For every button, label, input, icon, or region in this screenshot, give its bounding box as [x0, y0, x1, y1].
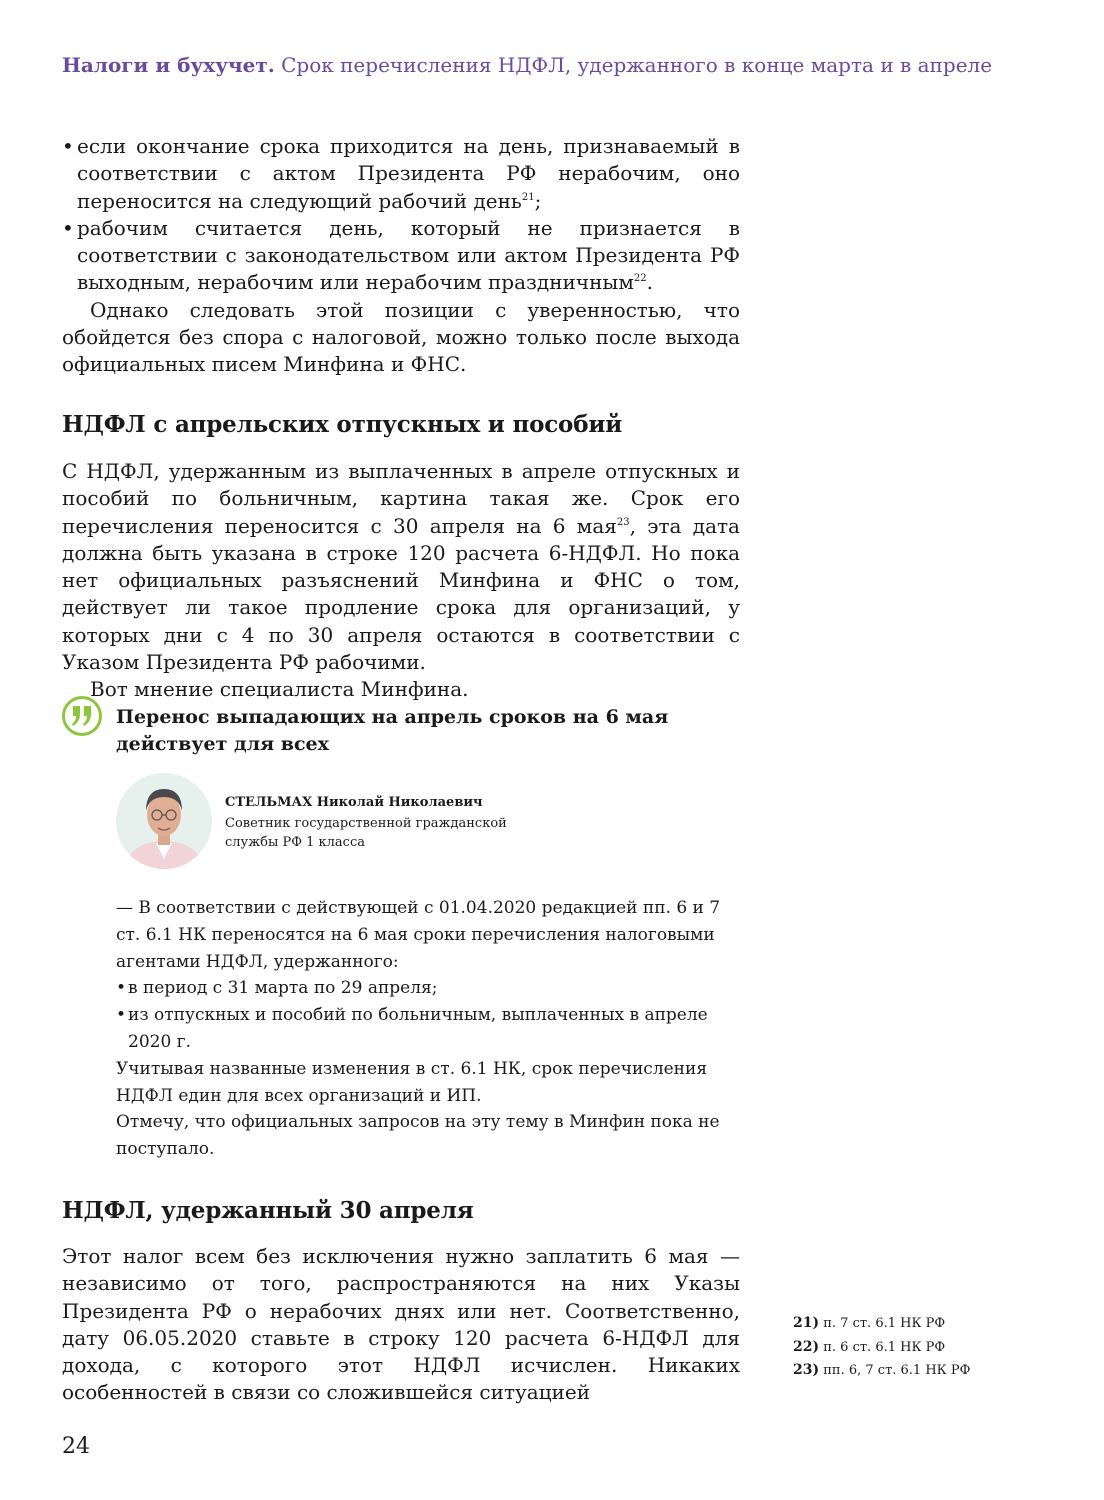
footnotes	[793, 1312, 970, 1383]
section1-body	[62, 458, 740, 704]
quote-bullet-1: • в период с 31 марта по 29 апреля;	[116, 978, 438, 999]
quote-conclusion: Учитывая названные изменения в ст. 6.1 НК, срок перечисления НДФЛ един для всех организаций и ИП.	[116, 1058, 708, 1106]
header-section: Налоги и бухучет.	[62, 53, 275, 77]
section1-heading: НДФЛ с апрельских отпускных и пособий	[62, 411, 623, 438]
quote-title: Перенос выпадающих на апрель сроков на 6 мая действует для всех	[116, 706, 669, 755]
header-title: Срок перечисления НДФЛ, удержанного в конце марта и в апреле	[281, 53, 993, 77]
section2-body	[62, 1243, 740, 1407]
quote-bullet-2: • из отпускных и пособий по больничным, выплаченных в апреле 2020 г.	[116, 1005, 708, 1052]
quote-glyph-icon	[71, 706, 93, 726]
footnote-ref-23: 23	[616, 516, 630, 528]
expert-role: Советник государственной гражданской службы РФ 1 класса	[225, 816, 507, 850]
intro-bullet-1: • если окончание срока приходится на день, признаваемый в соответствии с актом Президента РФ нерабочим, оно переносится на следующий рабочий день$^{21}$;	[62, 134, 740, 213]
quote-intro: — В соответствии с действующей с 01.04.2020 редакцией пп. 6 и 7 ст. 6.1 НК переносятся на 6 мая сроки перечисления налоговыми агентами НДФЛ, удержанного:	[116, 898, 721, 972]
running-header	[62, 53, 992, 77]
quote-icon	[62, 696, 102, 736]
page-number: 24	[62, 1434, 90, 1459]
section2-heading: НДФЛ, удержанный 30 апреля	[62, 1197, 474, 1224]
expert-portrait-icon	[116, 773, 212, 869]
section1-paragraph-2: Вот мнение специалиста Минфина.	[90, 677, 469, 702]
intro-bullet-2: • рабочим считается день, который не признается в соответствии с законодательством или актом Президента РФ выходным, нерабочим или нерабочим праздничным$^{22}$.	[62, 215, 740, 295]
quote-body	[116, 895, 740, 1109]
footnote-21: 21) п. 7 ст. 6.1 НК РФ	[793, 1315, 946, 1331]
footnote-ref-22: 22	[633, 273, 647, 285]
section2-paragraph-1: Этот налог всем без исключения нужно заплатить 6 мая — независимо от того, распространяются на них Указы Президента РФ о нерабочих днях или нет. Соответственно, дату 06.05.2020 ставьте в строку 120 расчета 6-НДФЛ для дохода, с которого этот НДФЛ исчислен. Никаких особенностей в связи со сложившейся ситуацией	[62, 1244, 740, 1405]
section1-paragraph-1: С НДФЛ, удержанным из выплаченных в апреле отпускных и пособий по больничным, картина такая же. Срок его перечисления переносится с 30 апреля на 6 мая$^{23}$, эта дата должна быть указана в строке 120 расчета 6-НДФЛ. Но пока нет официальных разъяснений Минфина и ФНС о том, действует ли такое продление срока для организаций, у которых дни с 4 по 30 апреля остаются в соответствии с Указом Президента РФ рабочими.	[62, 459, 740, 675]
intro-block	[62, 133, 740, 379]
footnote-22: 22) п. 6 ст. 6.1 НК РФ	[793, 1338, 946, 1355]
intro-bullets	[62, 133, 740, 297]
footnote-ref-21: 21	[521, 191, 535, 203]
quote-note: Отмечу, что официальных запросов на эту тему в Минфин пока не поступало.	[116, 1112, 720, 1159]
intro-paragraph: Однако следовать этой позиции с уверенностью, что обойдется без спора с налоговой, можно только после выхода официальных писем Минфина и ФНС.	[62, 297, 740, 377]
footnote-23: 23) пп. 6, 7 ст. 6.1 НК РФ	[793, 1362, 971, 1378]
expert-photo	[116, 773, 212, 869]
expert-name: СТЕЛЬМАХ Николай Николаевич	[225, 795, 483, 810]
